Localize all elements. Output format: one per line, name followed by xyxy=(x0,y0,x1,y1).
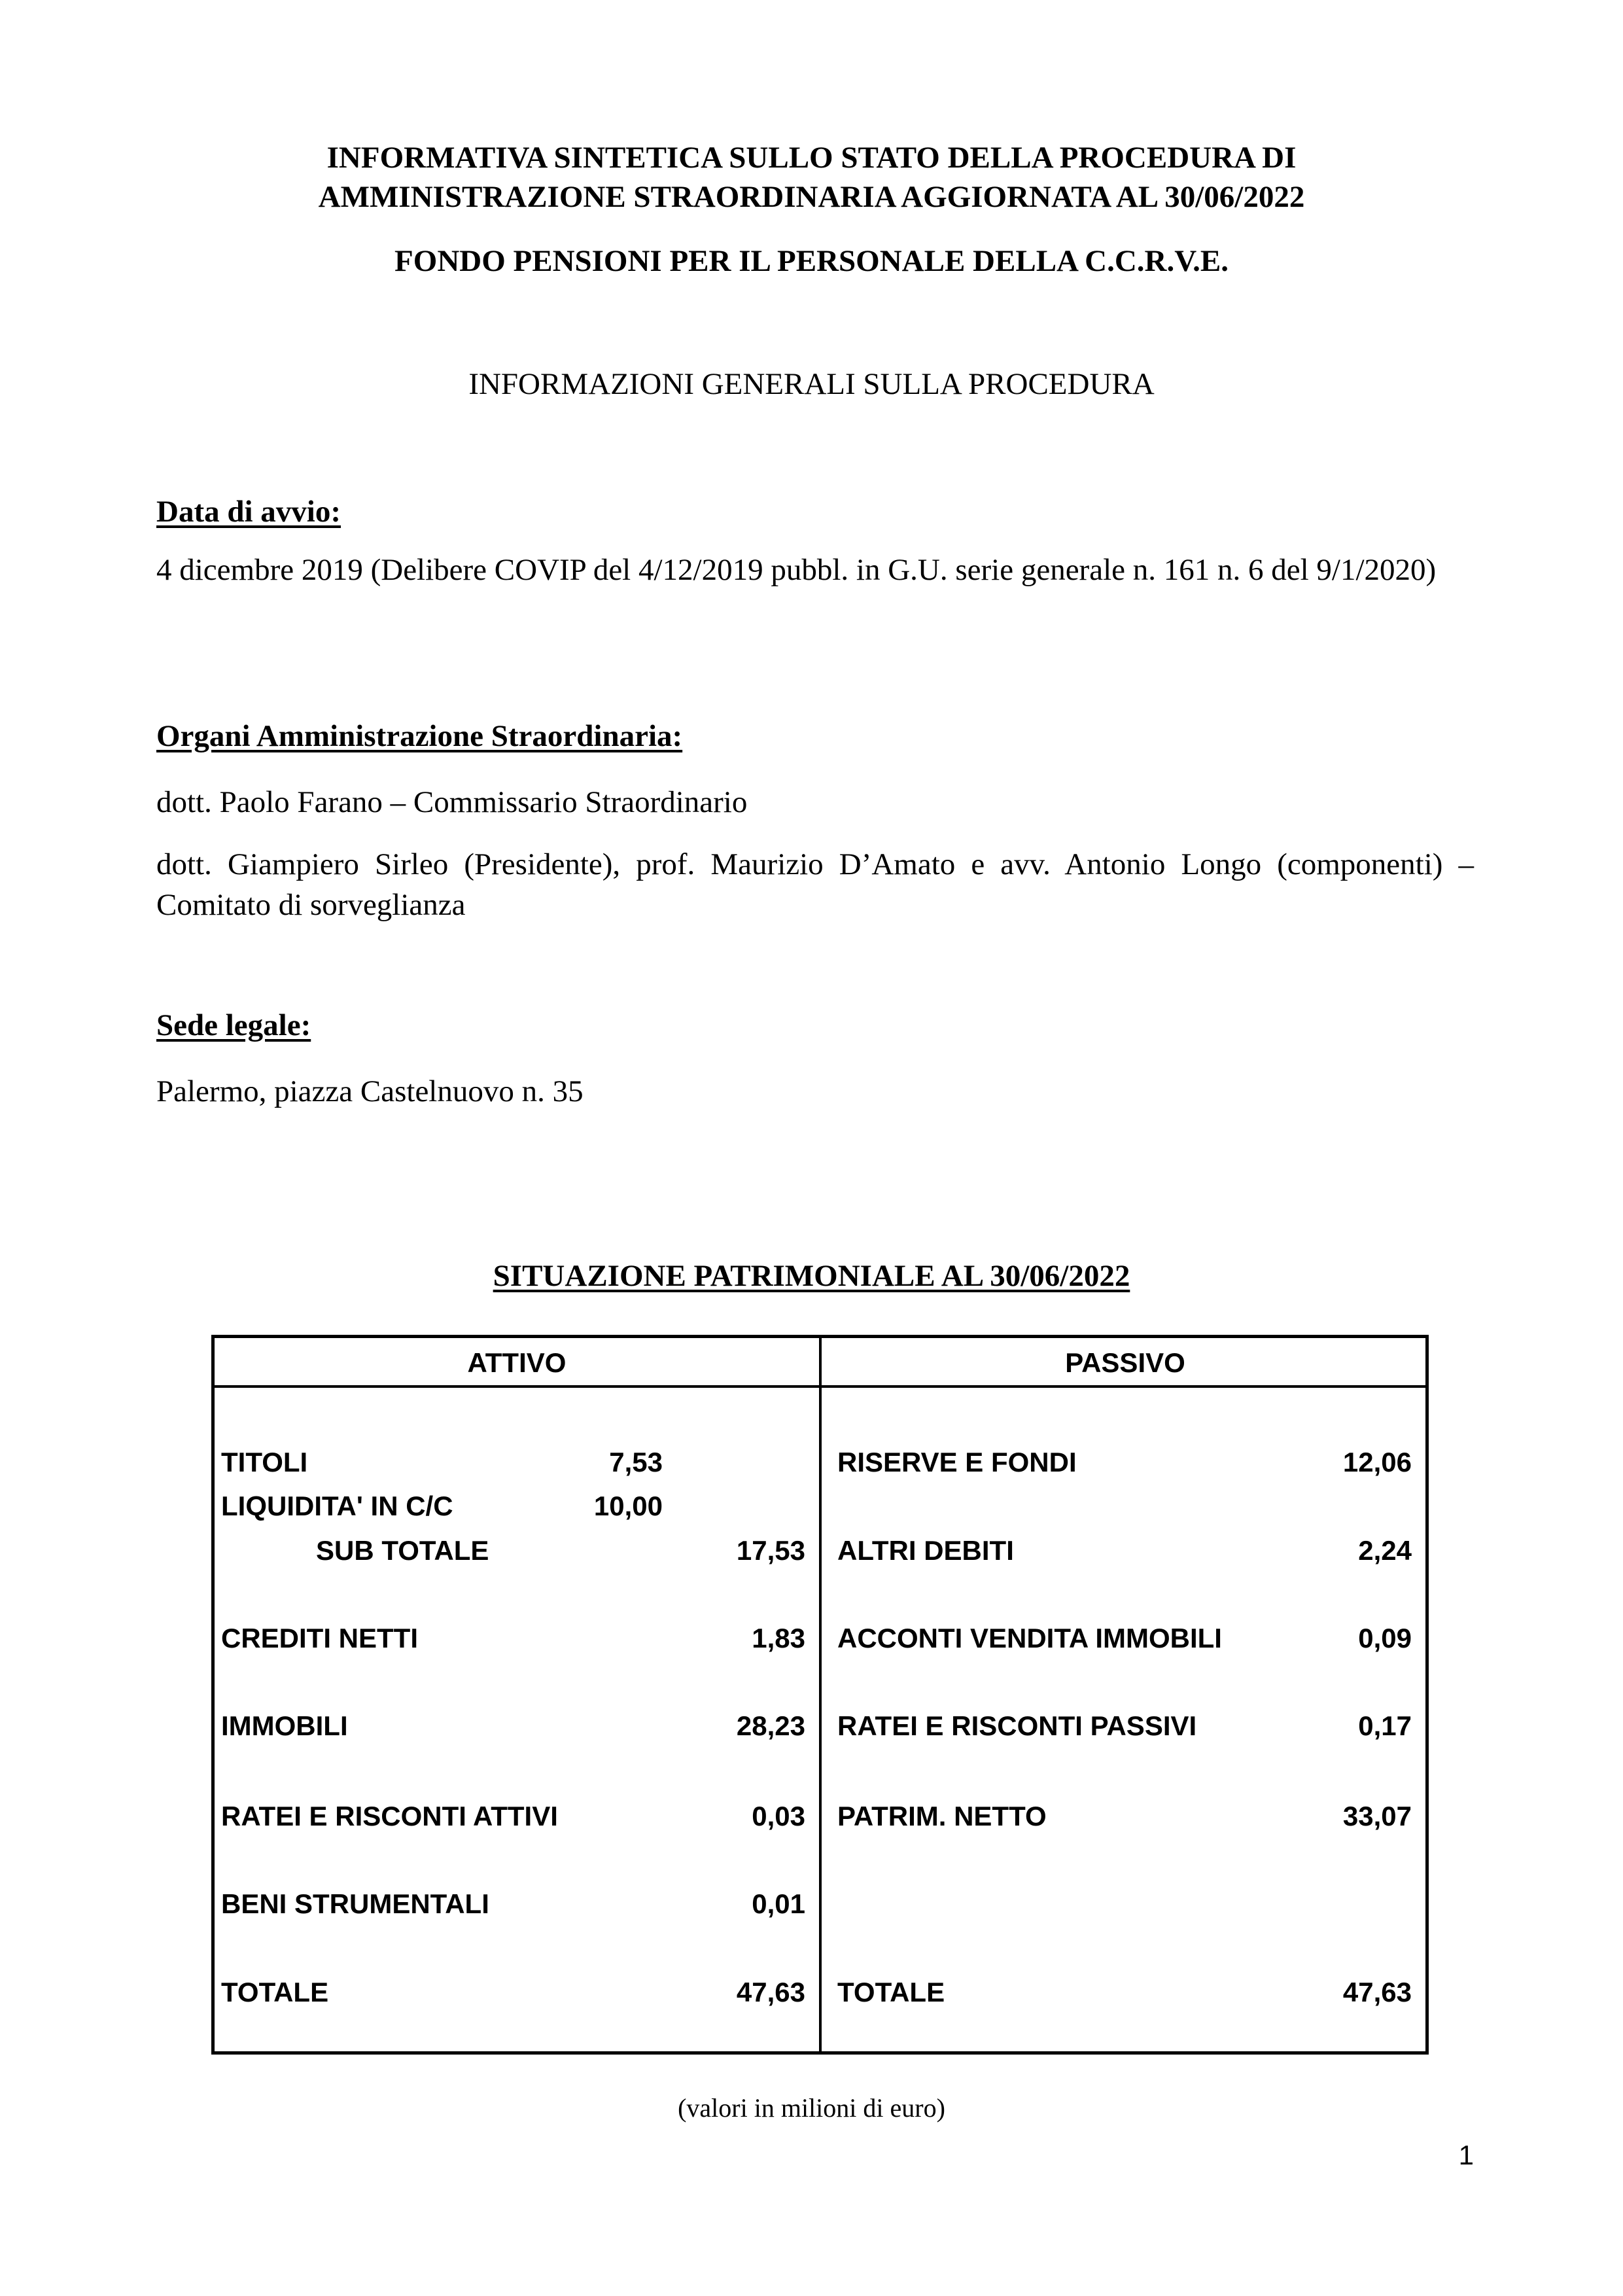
asset-label: CREDITI NETTI xyxy=(221,1623,418,1653)
liability-value: 0,09 xyxy=(1358,1623,1412,1653)
column-divider xyxy=(819,1338,822,2051)
start-date-label: Data di avvio: xyxy=(156,495,341,529)
asset-value: 17,53 xyxy=(736,1535,805,1566)
balance-sheet-table xyxy=(211,1335,1429,2055)
subtotal-label: SUB TOTALE xyxy=(316,1535,489,1566)
values-note: (valori in milioni di euro) xyxy=(678,2093,945,2123)
asset-partial-value: 7,53 xyxy=(609,1447,663,1477)
organs-commissioner: dott. Paolo Farano – Commissario Straordinario xyxy=(156,785,748,819)
liability-label: PATRIM. NETTO xyxy=(837,1801,1047,1831)
liabilities-header: PASSIVO xyxy=(1065,1347,1185,1378)
page-number: 1 xyxy=(1458,2140,1474,2170)
document-title-line-2: AMMINISTRAZIONE STRAORDINARIA AGGIORNATA AL 30/06/2022 xyxy=(318,180,1305,214)
asset-label: RATEI E RISCONTI ATTIVI xyxy=(221,1801,558,1831)
asset-value: 28,23 xyxy=(736,1710,805,1741)
liability-value: 2,24 xyxy=(1358,1535,1412,1566)
document-title-line-1: INFORMATIVA SINTETICA SULLO STATO DELLA PROCEDURA DI xyxy=(326,141,1297,175)
assets-total-value: 47,63 xyxy=(736,1977,805,2007)
asset-label: TITOLI xyxy=(221,1447,308,1477)
organs-committee: dott. Giampiero Sirleo (Presidente), prof. Maurizio D’Amato e avv. Antonio Longo (componenti) – Comitato di sorveglianza xyxy=(156,847,1474,922)
asset-partial-value: 10,00 xyxy=(593,1491,663,1521)
document-subtitle: FONDO PENSIONI PER IL PERSONALE DELLA C.C.R.V.E. xyxy=(394,244,1229,278)
liability-label: RISERVE E FONDI xyxy=(837,1447,1077,1477)
seat-text: Palermo, piazza Castelnuovo n. 35 xyxy=(156,1074,584,1108)
asset-value: 1,83 xyxy=(752,1623,805,1653)
asset-label: IMMOBILI xyxy=(221,1710,348,1741)
asset-value: 0,01 xyxy=(752,1888,805,1919)
seat-label: Sede legale: xyxy=(156,1008,311,1042)
liabilities-total-label: TOTALE xyxy=(837,1977,945,2007)
asset-label: LIQUIDITA' IN C/C xyxy=(221,1491,453,1521)
balance-sheet-title: SITUAZIONE PATRIMONIALE AL 30/06/2022 xyxy=(493,1259,1130,1293)
asset-value: 0,03 xyxy=(752,1801,805,1831)
asset-label: BENI STRUMENTALI xyxy=(221,1888,489,1919)
assets-header: ATTIVO xyxy=(467,1347,567,1378)
liability-label: ALTRI DEBITI xyxy=(837,1535,1014,1566)
start-date-text: 4 dicembre 2019 (Delibere COVIP del 4/12/2019 pubbl. in G.U. serie generale n. 161 n. 6 del 9/1/2020) xyxy=(156,553,1437,587)
liability-label: RATEI E RISCONTI PASSIVI xyxy=(837,1710,1197,1741)
liability-label: ACCONTI VENDITA IMMOBILI xyxy=(837,1623,1222,1653)
general-info-heading: INFORMAZIONI GENERALI SULLA PROCEDURA xyxy=(468,367,1155,401)
liabilities-total-value: 47,63 xyxy=(1342,1977,1412,2007)
assets-total-label: TOTALE xyxy=(221,1977,329,2007)
liability-value: 33,07 xyxy=(1342,1801,1412,1831)
liability-value: 0,17 xyxy=(1358,1710,1412,1741)
organs-label: Organi Amministrazione Straordinaria: xyxy=(156,719,683,753)
header-divider xyxy=(215,1385,1425,1388)
liability-value: 12,06 xyxy=(1342,1447,1412,1477)
